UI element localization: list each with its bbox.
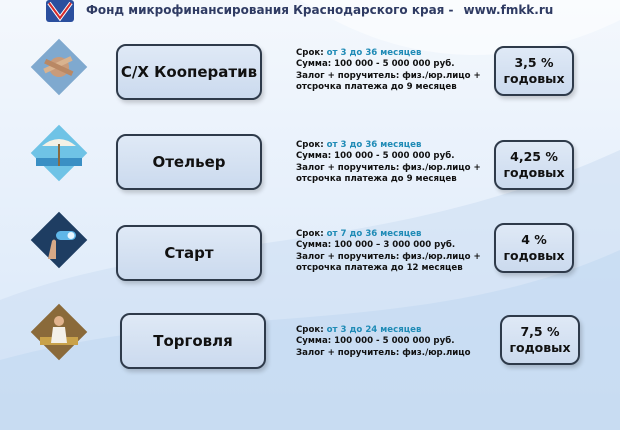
program-row-agro-cooperative: [0, 30, 620, 116]
rate-box: [494, 140, 574, 190]
term-value: от 7 до 36 месяцев: [326, 229, 422, 239]
term-value: от 3 до 36 месяцев: [326, 140, 422, 150]
finger-press-button-icon: [26, 207, 92, 273]
teamwork-hands-icon: [26, 34, 92, 100]
program-row-start: [0, 205, 620, 291]
program-name-box[interactable]: Торговля: [120, 313, 266, 369]
rate-value: 3,5 %: [514, 55, 554, 70]
program-row-trade: [0, 295, 620, 381]
sum-line: Сумма: 100 000 – 3 000 000 руб.: [296, 240, 456, 251]
program-name-box[interactable]: Старт: [116, 225, 262, 281]
rate-value: 4 %: [521, 232, 547, 247]
sum-line: Сумма: 100 000 - 5 000 000 руб.: [296, 336, 455, 347]
term-label: Срок:: [296, 140, 324, 150]
page-title: [86, 3, 553, 17]
rate-value: 7,5 %: [520, 324, 560, 339]
sum-line: Сумма: 100 000 - 5 000 000 руб.: [296, 59, 455, 70]
program-row-hotelier: [0, 118, 620, 204]
rate-label: годовых: [503, 71, 565, 86]
rate-label: годовых: [503, 165, 565, 180]
shop-woman-icon: [26, 299, 92, 365]
program-details: [296, 48, 486, 94]
page-header: [0, 0, 620, 22]
rate-box: [494, 223, 574, 273]
collateral-line: Залог + поручитель: физ./юр.лицо +: [296, 251, 481, 262]
collateral-line: Залог + поручитель: физ./юр.лицо +: [296, 162, 481, 173]
collateral-line: Залог + поручитель: физ./юр.лицо: [296, 347, 471, 358]
fund-logo-icon: [46, 0, 74, 22]
sum-line: Сумма: 100 000 - 5 000 000 руб.: [296, 151, 455, 162]
program-name-box[interactable]: С/Х Кооператив: [116, 44, 262, 100]
program-details: [296, 140, 486, 186]
term-label: Срок:: [296, 48, 324, 58]
rate-label: годовых: [509, 340, 571, 355]
term-value: от 3 до 24 месяцев: [326, 325, 422, 335]
collateral-line: отсрочка платежа до 9 месяцев: [296, 174, 457, 185]
rate-label: годовых: [503, 248, 565, 263]
rate-box: [500, 315, 580, 365]
rate-box: [494, 46, 574, 96]
term-value: от 3 до 36 месяцев: [326, 48, 422, 58]
term-label: Срок:: [296, 325, 324, 335]
program-details: [296, 229, 486, 275]
rate-value: 4,25 %: [510, 149, 558, 164]
fund-name: Фонд микрофинансирования Краснодарского края -: [86, 3, 454, 17]
collateral-line: Залог + поручитель: физ./юр.лицо +: [296, 70, 481, 81]
collateral-line: отсрочка платежа до 12 месяцев: [296, 263, 463, 274]
fund-website-link[interactable]: www.fmkk.ru: [463, 3, 554, 17]
program-name-box[interactable]: Отельер: [116, 134, 262, 190]
program-details: [296, 325, 486, 359]
collateral-line: отсрочка платежа до 9 месяцев: [296, 82, 457, 93]
term-label: Срок:: [296, 229, 324, 239]
beach-umbrella-icon: [26, 120, 92, 186]
